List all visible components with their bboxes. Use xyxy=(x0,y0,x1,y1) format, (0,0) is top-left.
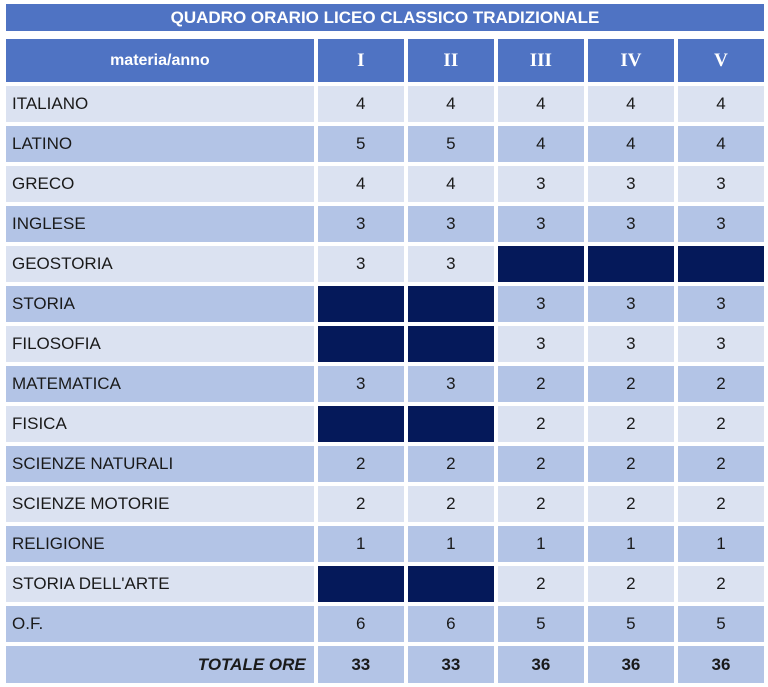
hours-cell: 4 xyxy=(498,126,584,162)
header-row xyxy=(6,39,764,82)
hours-cell: 2 xyxy=(318,446,404,482)
not-applicable-cell xyxy=(318,406,404,442)
hours-cell: 3 xyxy=(318,206,404,242)
hours-cell: 1 xyxy=(678,526,764,562)
hours-cell: 2 xyxy=(498,566,584,602)
table-row xyxy=(6,406,764,442)
hours-cell: 6 xyxy=(318,606,404,642)
hours-cell: 3 xyxy=(678,166,764,202)
subject-name: RELIGIONE xyxy=(6,526,314,562)
hours-cell: 4 xyxy=(408,166,494,202)
total-row xyxy=(6,646,764,683)
not-applicable-cell xyxy=(678,246,764,282)
hours-cell: 2 xyxy=(498,366,584,402)
table-body xyxy=(6,86,764,642)
total-label: TOTALE ORE xyxy=(6,646,314,683)
hours-cell: 2 xyxy=(588,486,674,522)
hours-cell: 3 xyxy=(408,366,494,402)
total-cell: 36 xyxy=(678,646,764,683)
hours-cell: 4 xyxy=(408,86,494,122)
header-year: IV xyxy=(588,39,674,82)
hours-cell: 3 xyxy=(588,286,674,322)
table-row xyxy=(6,206,764,242)
subject-name: SCIENZE NATURALI xyxy=(6,446,314,482)
hours-cell: 3 xyxy=(318,366,404,402)
hours-cell: 3 xyxy=(678,286,764,322)
subject-name: SCIENZE MOTORIE xyxy=(6,486,314,522)
table-title: QUADRO ORARIO LICEO CLASSICO TRADIZIONALE xyxy=(6,4,764,31)
hours-cell: 4 xyxy=(678,126,764,162)
table-row xyxy=(6,446,764,482)
table-row xyxy=(6,126,764,162)
table-row xyxy=(6,326,764,362)
hours-cell: 3 xyxy=(678,326,764,362)
hours-cell: 2 xyxy=(498,446,584,482)
hours-cell: 2 xyxy=(588,566,674,602)
timetable-container xyxy=(6,4,764,687)
not-applicable-cell xyxy=(588,246,674,282)
hours-cell: 2 xyxy=(498,406,584,442)
hours-cell: 2 xyxy=(408,486,494,522)
hours-cell: 2 xyxy=(678,566,764,602)
subject-name: O.F. xyxy=(6,606,314,642)
table-row xyxy=(6,366,764,402)
not-applicable-cell xyxy=(318,566,404,602)
subject-name: LATINO xyxy=(6,126,314,162)
hours-cell: 3 xyxy=(498,326,584,362)
table-row xyxy=(6,526,764,562)
hours-cell: 6 xyxy=(408,606,494,642)
total-cell: 36 xyxy=(588,646,674,683)
subject-name: FISICA xyxy=(6,406,314,442)
hours-cell: 2 xyxy=(678,486,764,522)
hours-cell: 2 xyxy=(588,446,674,482)
hours-cell: 2 xyxy=(318,486,404,522)
hours-cell: 2 xyxy=(408,446,494,482)
table-row xyxy=(6,486,764,522)
hours-cell: 1 xyxy=(588,526,674,562)
hours-cell: 2 xyxy=(678,406,764,442)
hours-cell: 3 xyxy=(498,206,584,242)
subject-name: INGLESE xyxy=(6,206,314,242)
timetable xyxy=(2,35,768,687)
hours-cell: 4 xyxy=(318,86,404,122)
hours-cell: 3 xyxy=(588,166,674,202)
hours-cell: 4 xyxy=(678,86,764,122)
hours-cell: 3 xyxy=(498,166,584,202)
hours-cell: 1 xyxy=(408,526,494,562)
hours-cell: 5 xyxy=(498,606,584,642)
not-applicable-cell xyxy=(318,286,404,322)
table-row xyxy=(6,286,764,322)
hours-cell: 5 xyxy=(588,606,674,642)
hours-cell: 4 xyxy=(318,166,404,202)
hours-cell: 1 xyxy=(498,526,584,562)
header-year: I xyxy=(318,39,404,82)
hours-cell: 2 xyxy=(498,486,584,522)
hours-cell: 1 xyxy=(318,526,404,562)
subject-name: STORIA DELL'ARTE xyxy=(6,566,314,602)
not-applicable-cell xyxy=(318,326,404,362)
hours-cell: 3 xyxy=(588,206,674,242)
not-applicable-cell xyxy=(408,286,494,322)
hours-cell: 3 xyxy=(408,246,494,282)
hours-cell: 2 xyxy=(678,366,764,402)
subject-name: GEOSTORIA xyxy=(6,246,314,282)
header-year: III xyxy=(498,39,584,82)
hours-cell: 2 xyxy=(588,366,674,402)
hours-cell: 5 xyxy=(408,126,494,162)
hours-cell: 3 xyxy=(408,206,494,242)
hours-cell: 2 xyxy=(588,406,674,442)
hours-cell: 3 xyxy=(318,246,404,282)
table-row xyxy=(6,606,764,642)
hours-cell: 4 xyxy=(588,126,674,162)
subject-name: GRECO xyxy=(6,166,314,202)
not-applicable-cell xyxy=(498,246,584,282)
not-applicable-cell xyxy=(408,406,494,442)
subject-name: ITALIANO xyxy=(6,86,314,122)
subject-name: STORIA xyxy=(6,286,314,322)
hours-cell: 5 xyxy=(318,126,404,162)
total-cell: 36 xyxy=(498,646,584,683)
header-year: II xyxy=(408,39,494,82)
subject-name: FILOSOFIA xyxy=(6,326,314,362)
not-applicable-cell xyxy=(408,326,494,362)
header-subject: materia/anno xyxy=(6,39,314,82)
table-row xyxy=(6,86,764,122)
header-year: V xyxy=(678,39,764,82)
table-row xyxy=(6,166,764,202)
subject-name: MATEMATICA xyxy=(6,366,314,402)
hours-cell: 3 xyxy=(678,206,764,242)
hours-cell: 5 xyxy=(678,606,764,642)
not-applicable-cell xyxy=(408,566,494,602)
hours-cell: 3 xyxy=(588,326,674,362)
total-cell: 33 xyxy=(408,646,494,683)
total-cell: 33 xyxy=(318,646,404,683)
table-row xyxy=(6,566,764,602)
hours-cell: 4 xyxy=(498,86,584,122)
table-row xyxy=(6,246,764,282)
hours-cell: 3 xyxy=(498,286,584,322)
hours-cell: 4 xyxy=(588,86,674,122)
hours-cell: 2 xyxy=(678,446,764,482)
